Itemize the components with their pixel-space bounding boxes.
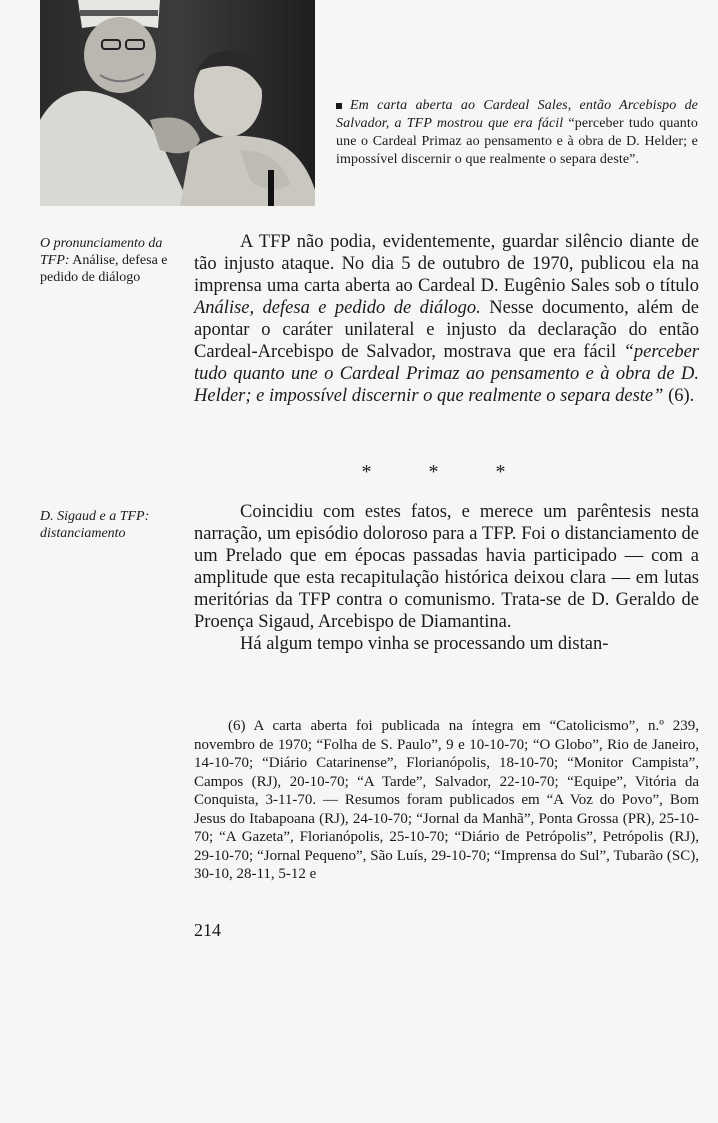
caption-text-quote: “perceber tudo quanto une o Cardeal Primaz ao pensamento e à obra de D. Helder; e impossível discernir o que realmente o separa deste”. (336, 116, 698, 167)
caption-text: Em carta aberta ao Cardeal Sales, então Arcebispo de Salvador, a TFP mostrou que era (336, 98, 698, 131)
body-text-title: Análise, defesa e pedido de diálogo. (194, 298, 481, 318)
body-text: Há algum tempo vinha se processando um distan- (240, 634, 609, 654)
footnote (194, 717, 699, 884)
body-text: Nesse documento, além de apontar o caráter unilateral e injusto da declaração do então Cardeal-Arcebispo de Salvador, mostrava que era fácil (194, 298, 700, 362)
photo-two-clergymen-embracing-icon (40, 0, 315, 206)
body-text: A TFP não podia, evidentemente, guardar silêncio diante de tão injusto ataque. No dia 5 de outubro de 1970, publicou ela na imprensa uma carta aberta ao Cardeal D. Eugênio Sales sob o título (194, 232, 699, 296)
sidebar-note-sigaud (40, 508, 182, 542)
footnote-text: (6) A carta aberta foi publicada na íntegra em “Catolicismo”, n.º 239, novembro de 1970; “Folha de S. Paulo”, 9 e 10-10-70; “O Globo”, Rio de Janeiro, 14-10-70; “Diário Catarinense”, Florianópolis, 18-10-70; “Monitor Campista”, Campos (RJ), 20-10-70; “A Tarde”, Salvador, 22-10-70; “Equipe”, Vitória da Conquista, 3-11-70. — Resumos foram publicados em “A Voz do Povo”, Bom Jesus do Itabapoana (RJ), 24-10-70; “Jornal da Manhã”, Ponta Grossa (PR), 25-10-70; “A Gazeta”, Florianópolis, 25-10-70; “Diário de Petrópolis”, Petrópolis (RJ), 29-10-70; “Jornal Pequeno”, São Luís, 29-10-70; “Imprensa do Sul”, Tubarão (SC), 30-10, 28-11, 5-12 e (194, 718, 699, 882)
page-number: 214 (194, 920, 221, 940)
footnote-reference: (6). (663, 386, 695, 406)
photo-caption (336, 97, 698, 169)
bullet-icon (336, 103, 342, 109)
body-paragraph-1 (194, 231, 699, 407)
sidebar-note-subtitle: Análise, defesa e pedido de diálogo (40, 253, 168, 285)
sidebar-note-title: O pronunciamento da TFP: (40, 236, 163, 268)
sidebar-note-pronunciamento (40, 235, 180, 286)
sidebar-note-title: D. Sigaud e a TFP: distanciamento (40, 509, 150, 541)
body-text-quote: “perceber tudo quanto une o Cardeal Primaz ao pensamento e à obra de D. Helder; e impossível discernir o que realmente o separa deste” (194, 342, 699, 406)
body-text: Coincidiu com estes fatos, e merece um parêntesis nesta narração, um episódio doloroso para a TFP. Foi o distanciamento de um Prelado que em épocas passadas havia participado — com a amplitude que esta recapitulação histórica deixou clara — em lutas meritórias da TFP contra o comunismo. Trata-se de D. Geraldo de Proença Sigaud, Arcebispo de Diamantina. (194, 502, 699, 632)
caption-text-emphasis: fácil (537, 116, 564, 131)
photo-cardinal-embrace (40, 0, 315, 206)
body-paragraph-2 (194, 501, 699, 655)
section-divider: * * * (361, 461, 532, 483)
